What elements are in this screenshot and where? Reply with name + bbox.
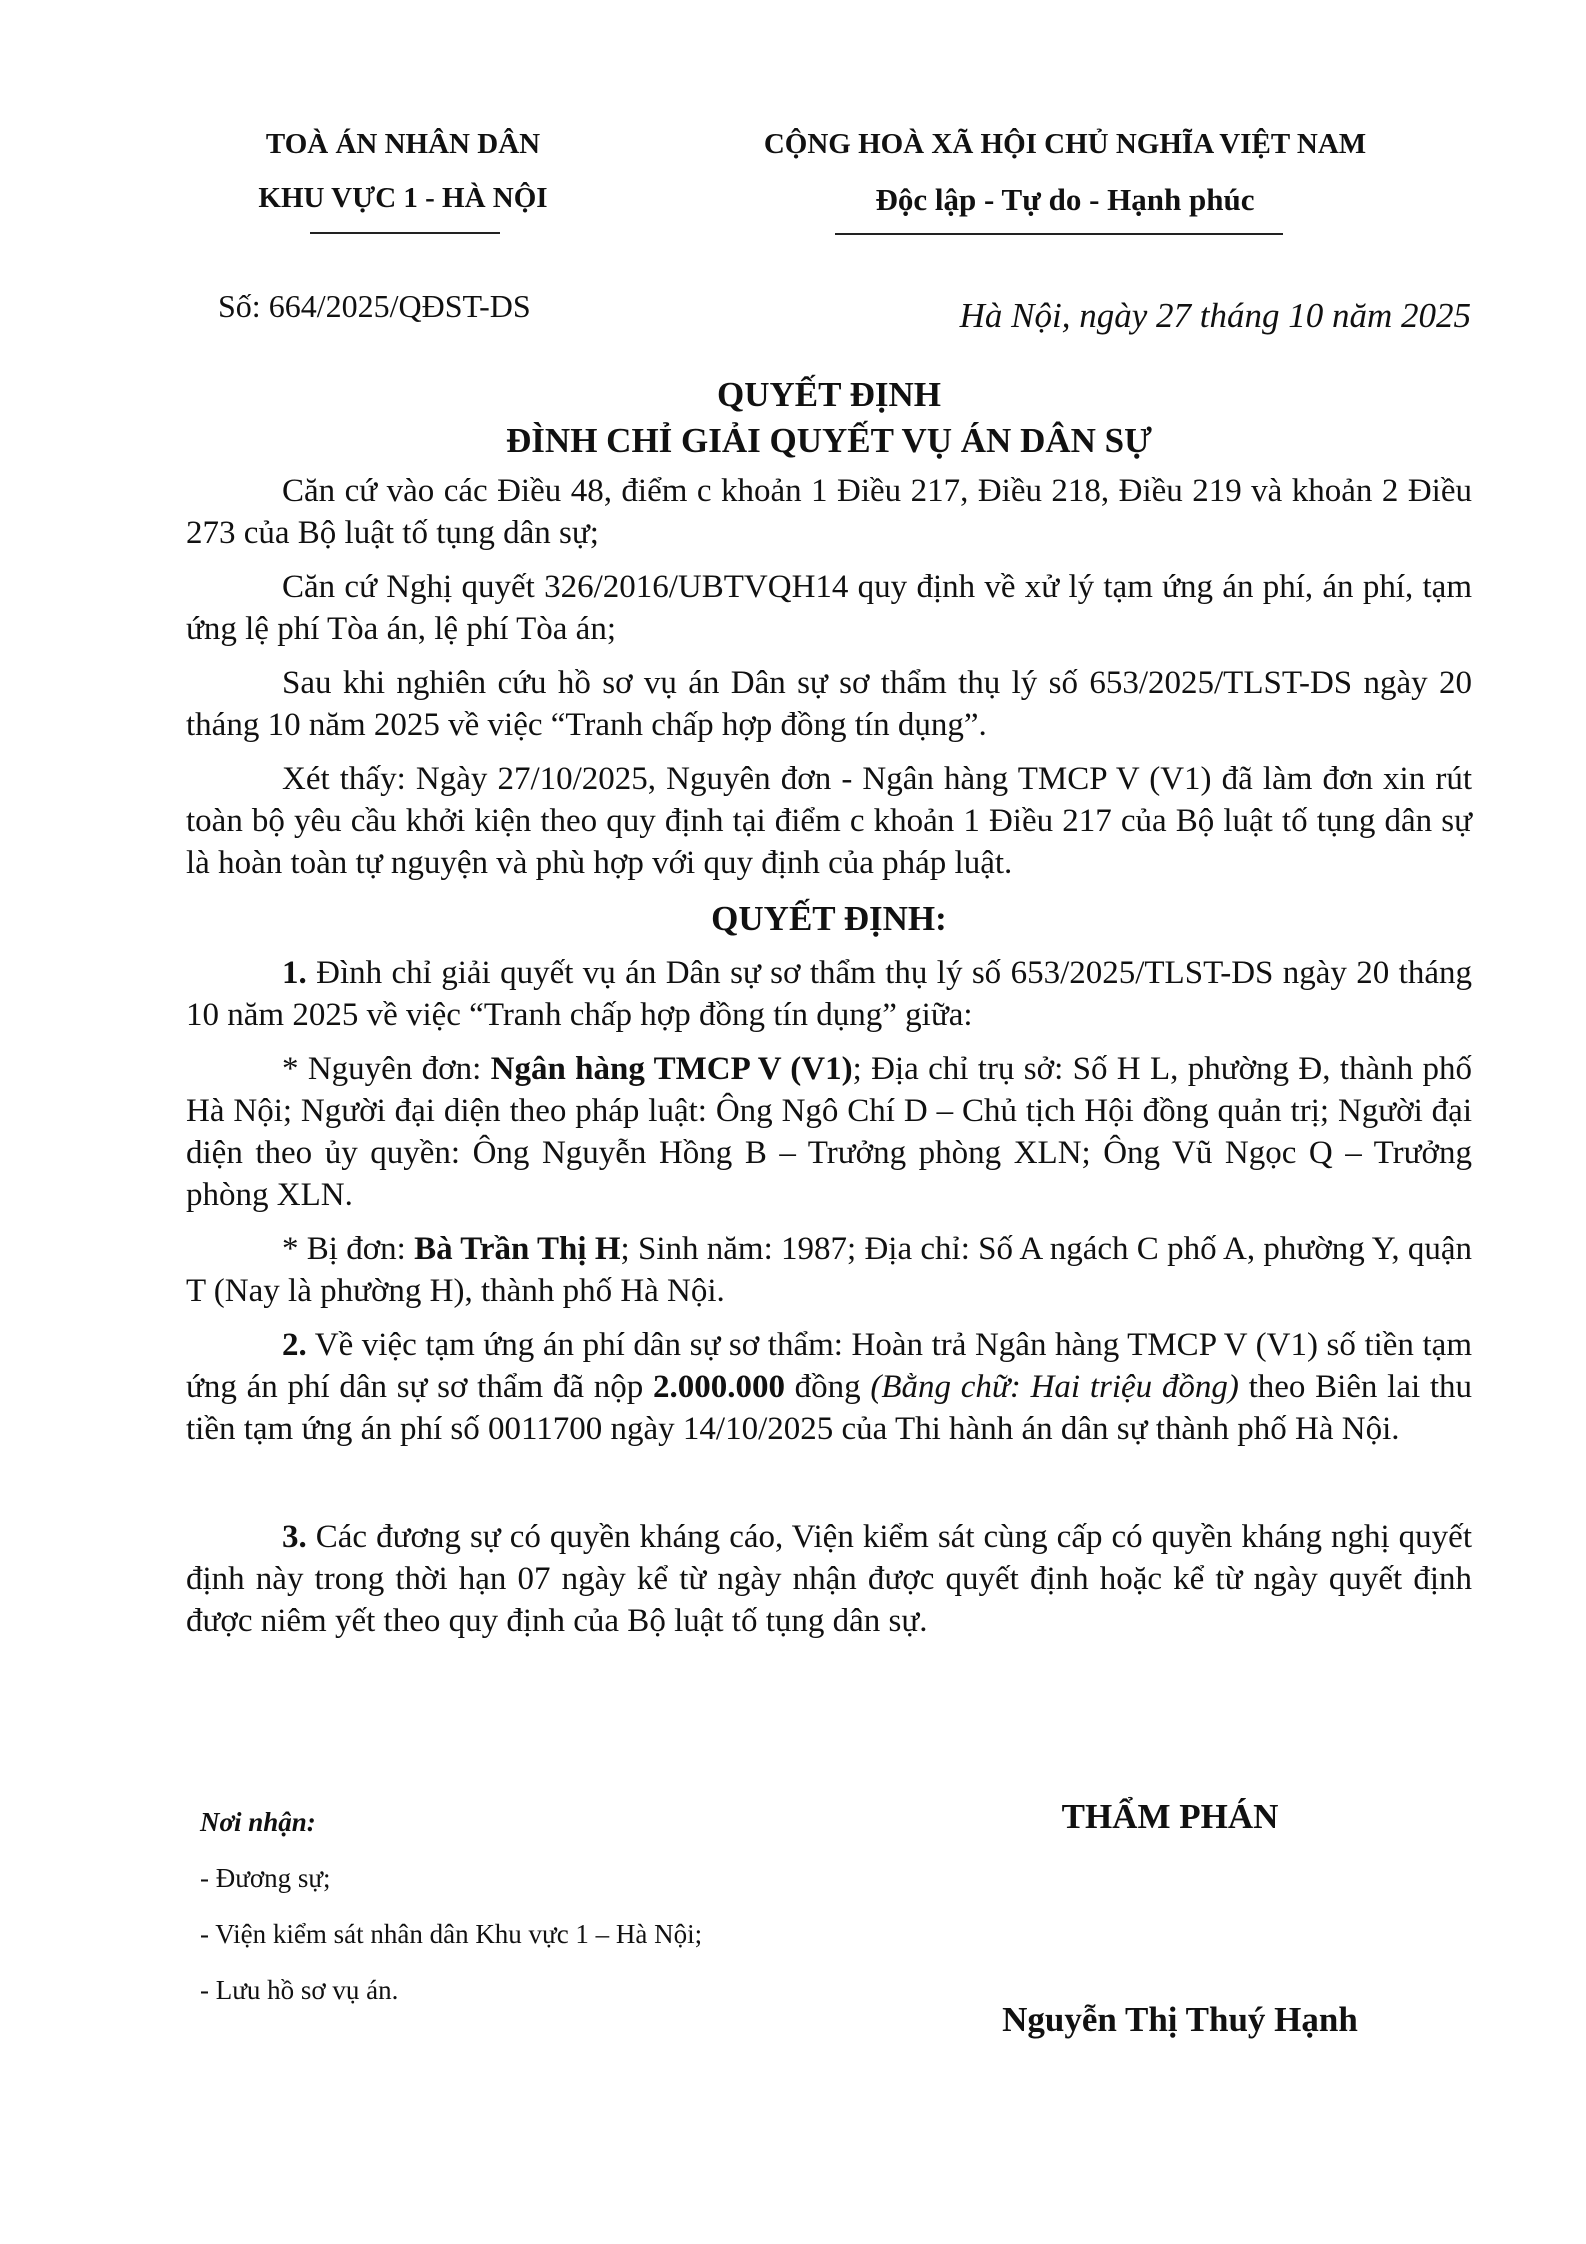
- court-name-line1: TOÀ ÁN NHÂN DÂN: [265, 128, 541, 160]
- recipient-item: - Đương sự;: [200, 1863, 331, 1893]
- preamble-paragraph-2: Căn cứ Nghị quyết 326/2016/UBTVQH14 quy định về xử lý tạm ứng án phí, án phí, tạm ứng lệ phí Tòa án, lệ phí Tòa án;: [186, 569, 1472, 647]
- item-1-number: 1.: [282, 955, 307, 991]
- decision-item-3: [186, 1516, 1472, 1642]
- decision-item-1: [186, 952, 1472, 1036]
- republic-name: CỘNG HOÀ XÃ HỘI CHỦ NGHĨA VIỆT NAM: [763, 128, 1367, 160]
- item-3-number: 3.: [282, 1519, 307, 1555]
- motto-underline: [835, 233, 1283, 235]
- decision-heading: QUYẾT ĐỊNH:: [711, 899, 947, 938]
- national-motto: Độc lập - Tự do - Hạnh phúc: [875, 182, 1255, 217]
- title-line2: ĐÌNH CHỈ GIẢI QUYẾT VỤ ÁN DÂN SỰ: [506, 421, 1152, 460]
- fee-amount: 2.000.000: [652, 1369, 785, 1405]
- recipients-title: Nơi nhận:: [200, 1807, 316, 1837]
- item-2-number: 2.: [282, 1327, 307, 1363]
- signer-role: THẨM PHÁN: [1061, 1797, 1279, 1836]
- fee-amount-words: (Bằng chữ: Hai triệu đồng): [870, 1369, 1239, 1405]
- defendant-details: ; Sinh năm: 1987; Địa chỉ: Số A ngách C phố A, phường Y, quận T (Nay là phường H), thành phố Hà Nội.: [186, 1231, 1472, 1309]
- item-2-text-c: theo Biên lai thu tiền tạm ứng án phí số 0011700 ngày 14/10/2025 của Thi hành án dân sự thành phố Hà Nội.: [186, 1369, 1473, 1447]
- title-line1: QUYẾT ĐỊNH: [717, 375, 941, 414]
- plaintiff-paragraph: [186, 1048, 1472, 1216]
- preamble-paragraph-4: Xét thấy: Ngày 27/10/2025, Nguyên đơn - Ngân hàng TMCP V (V1) đã làm đơn xin rút toàn bộ yêu cầu khởi kiện theo quy định tại điểm c khoản 1 Điều 217 của Bộ luật tố tụng dân sự là hoàn toàn tự nguyện và phù hợp với quy định của pháp luật.: [186, 761, 1472, 881]
- document-body: [186, 372, 1472, 1654]
- recipients-block: [200, 1794, 702, 2018]
- plaintiff-name: Ngân hàng TMCP V (V1): [490, 1051, 853, 1087]
- court-underline: [310, 232, 500, 234]
- decision-item-2: [186, 1324, 1472, 1450]
- item-2-text-a: Về việc tạm ứng án phí dân sự sơ thẩm: Hoàn trả Ngân hàng TMCP V (V1) số tiền tạm ứng án phí dân sự sơ thẩm đã nộp: [186, 1327, 1472, 1405]
- recipient-item: - Viện kiểm sát nhân dân Khu vực 1 – Hà Nội;: [200, 1919, 703, 1949]
- preamble-paragraph-3: Sau khi nghiên cứu hồ sơ vụ án Dân sự sơ thẩm thụ lý số 653/2025/TLST-DS ngày 20 tháng 10 năm 2025 về việc “Tranh chấp hợp đồng tín dụng”.: [186, 665, 1472, 743]
- recipient-item: - Lưu hồ sơ vụ án.: [200, 1975, 399, 2005]
- item-1-text: Đình chỉ giải quyết vụ án Dân sự sơ thẩm thụ lý số 653/2025/TLST-DS ngày 20 tháng 10 năm 2025 về việc “Tranh chấp hợp đồng tín dụng” giữa:: [186, 955, 1472, 1033]
- defendant-name: Bà Trần Thị H: [414, 1231, 621, 1267]
- signer-name: Nguyễn Thị Thuý Hạnh: [1002, 2000, 1358, 2039]
- defendant-prefix: * Bị đơn:: [282, 1231, 415, 1267]
- preamble-paragraph-1: Căn cứ vào các Điều 48, điểm c khoản 1 Điều 217, Điều 218, Điều 219 và khoản 2 Điều 273 của Bộ luật tố tụng dân sự;: [186, 473, 1472, 551]
- plaintiff-details: ; Địa chỉ trụ sở: Số H L, phường Đ, thành phố Hà Nội; Người đại diện theo pháp luật: Ông Ngô Chí D – Chủ tịch Hội đồng quản trị; Người đại diện theo ủy quyền: Ông Nguyễn Hồng B – Trưởng phòng XLN; Ông Vũ Ngọc Q – Trưởng phòng XLN.: [186, 1051, 1472, 1213]
- court-name-line2: KHU VỰC 1 - HÀ NỘI: [258, 182, 548, 214]
- place-and-date: Hà Nội, ngày 27 tháng 10 năm 2025: [959, 296, 1471, 335]
- item-2-text-b: đồng: [784, 1369, 871, 1405]
- item-3-text: Các đương sự có quyền kháng cáo, Viện kiểm sát cùng cấp có quyền kháng nghị quyết định này trong thời hạn 07 ngày kể từ ngày nhận được quyết định hoặc kể từ ngày quyết định được niêm yết theo quy định của Bộ luật tố tụng dân sự.: [186, 1519, 1472, 1639]
- defendant-paragraph: [186, 1228, 1472, 1312]
- plaintiff-prefix: * Nguyên đơn:: [282, 1051, 491, 1087]
- document-number: Số: 664/2025/QĐST-DS: [218, 288, 531, 324]
